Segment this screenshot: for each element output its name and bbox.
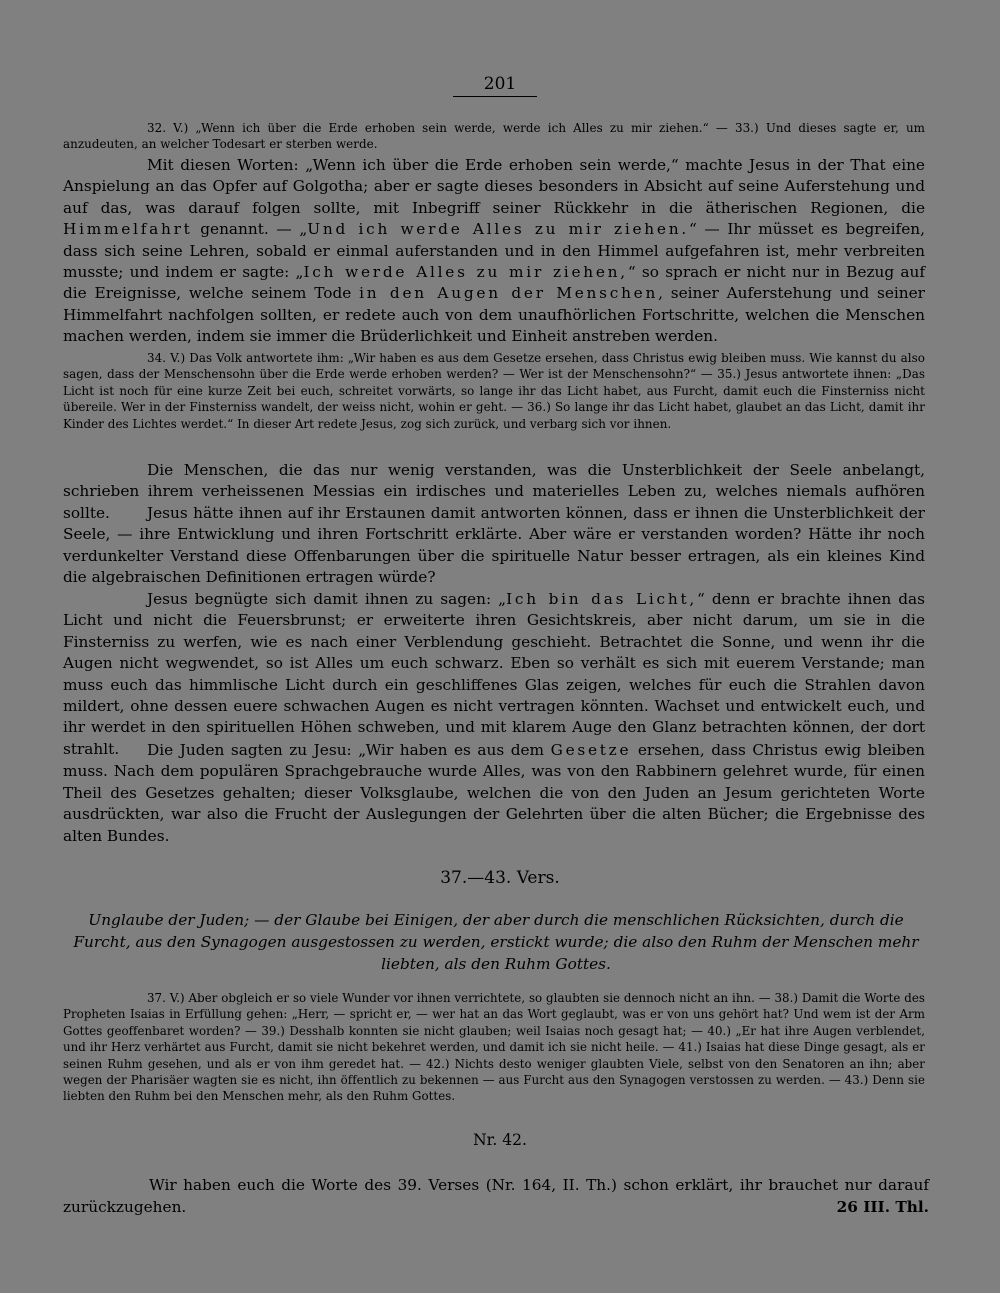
commentary-paragraph-5 (63, 740, 925, 847)
commentary-paragraph-1 (63, 155, 925, 348)
verses-32-33: 32. V.) „Wenn ich über die Erde erhoben sein werde, werde ich Alles zu mir ziehen.“ — 33.) Und dieses sagte er, um anzudeuten, an welcher Todesart er sterben werde. (63, 121, 925, 152)
verses-37-43: 37. V.) Aber obgleich er so viele Wunder vor ihnen verrichtete, so glaubten sie dennoch nicht an ihn. — 38.) Damit die Worte des Propheten Isaias in Erfüllung gehen: „Herr, — spricht er, — wer hat an das Wort geglaubt, was er von uns gehört hat? Und wem ist der Arm Gottes geoffenbaret worden? — 39.) Desshalb konnten sie nicht glauben; weil Isaias noch gesagt hat; — 40.) „Er hat ihre Augen verblendet, und ihr Herz verhärtet aus Furcht, damit sie nicht bekehret werden, und damit ich sie nicht heile. — 41.) Isaias hat diese Dinge gesagt, als er seinen Ruhm gesehen, und als er von ihm geredet hat. — 42.) Nichts desto weniger glaubten Viele, selbst von den Senatoren an ihn; aber wegen der Pharisäer wagten sie es nicht, ihn öffentlich zu bekennen — aus Furcht aus den Synagogen verstossen zu werden. — 43.) Denn sie liebten den Ruhm bei den Menschen mehr, als den Ruhm Gottes. (63, 991, 925, 1104)
para4-text-2: “ denn er brachte ihnen das Licht und nicht die Feuersbrunst; er erweiterte ihren Gesichtskreis, aber nicht darum, um sie in die Finsterniss zu werfen, wie es nach einer Verblendung geschieht. Betrachtet die Sonne, und wenn ihr die Augen nicht wegwendet, so ist Alles um euch schwarz. Eben so verhält es sich mit euerem Verstande; man muss euch das himmlische Licht durch ein geschliffenes Glas zeigen, welches für euch die Strahlen davon mildert, ohne dessen euere schwachen Augen es nicht vertragen könnten. Wachset und entwickelt euch, und ihr werdet in den spirituellen Höhen schweben, und mit klarem Auge den Glanz betrachten können, der dort strahlt. (63, 590, 926, 758)
para5-text-2: ersehen, dass Christus ewig bleiben muss. Nach dem populären Sprachgebrauche wurde Alles, was von den Rabbinern gelehret wurde, für einen Theil des Gesetzes gehalten; dieser Volksglaube, welchen die von den Juden an Jesum gerichteten Worte ausdrückten, war also die Frucht der Auslegungen der Gelehrten über die alten Bücher; die Ergebnisse des alten Bundes. (63, 741, 926, 845)
para1-text-3: “ — Ihr müsset es begreifen, dass sich seine Lehren, sobald er einmal auferstanden und in den Himmel aufgefahren ist, mehr verbreiten musste; und indem er sagte: „ (63, 220, 925, 282)
page-number-rule (453, 96, 537, 97)
para4-text-1: Jesus begnügte sich damit ihnen zu sagen: „ (147, 590, 507, 608)
para1-spaced-3: Ich werde Alles zu mir ziehen, (303, 263, 628, 282)
para4-spaced-1: Ich bin das Licht, (506, 590, 697, 608)
para1-text-4: “ so sprach er nicht nur in Bezug auf die Ereignisse, welche seinem Tode (63, 263, 926, 303)
para1-spaced-1: Himmelfahrt (63, 220, 193, 239)
page-number: 201 (483, 74, 517, 94)
final-paragraph-text: Wir haben euch die Worte des 39. Verses (Nr. 164, II. Th.) schon erklärt, ihr brauchet nur darauf zurückzugehen. (63, 1176, 929, 1216)
para1-spaced-4: in den Augen der Menschen (359, 284, 659, 303)
commentary-paragraph-4 (63, 589, 925, 760)
section-summary: Unglaube der Juden; — der Glaube bei Einigen, der aber durch die menschlichen Rücksichten, durch die Furcht, aus den Synagogen ausgestossen zu werden, erstickt wurde; die also den Ruhm der Menschen mehr liebten, als den Ruhm Gottes. (73, 911, 919, 973)
commentary-paragraph-2: Die Menschen, die das nur wenig verstanden, was die Unsterblichkeit der Seele anbelangt, schrieben ihrem verheissenen Messias ein irdisches und materielles Leben zu, welches niemals aufhören sollte. (63, 461, 925, 522)
para1-text-1: Mit diesen Worten: „Wenn ich über die Erde erhoben sein werde,“ machte Jesus in der That eine Anspielung an das Opfer auf Golgotha; aber er sagte dieses besonders in Absicht auf seine Auferstehung und auf das, was darauf folgen sollte, mit Inbegriff seiner Rückkehr in die ätherischen Regionen, die (63, 156, 925, 217)
para5-text-1: Die Juden sagten zu Jesu: „Wir haben es aus dem (147, 741, 551, 759)
nr-heading: Nr. 42. (473, 1131, 527, 1149)
para1-text-5: , seiner Auferstehung und seiner Himmelfahrt nachfolgen sollten, er redete auch von dem unaufhörlichen Fortschritte, welchen die Menschen machen werden, indem sie immer die Brüderlichkeit und Einheit anstreben werden. (63, 284, 925, 346)
para1-text-2: genannt. — „ (192, 220, 308, 239)
para1-spaced-2: Und ich werde Alles zu mir ziehen. (307, 220, 689, 239)
commentary-paragraph-3: Jesus hätte ihnen auf ihr Erstaunen damit antworten können, dass er ihnen die Unsterblichkeit der Seele, — ihre Entwicklung und ihren Fortschritt erklärte. Aber wäre er verstanden worden? Hätte ihr noch verdunkelter Verstand diese Offenbarungen über die spirituelle Natur besser ertragen, als ein kleines Kind die algebraischen Definitionen ertragen würde? (63, 504, 925, 587)
para5-spaced-1: Gesetze (550, 741, 632, 759)
section-heading: 37.—43. Vers. (440, 868, 560, 888)
verses-34-36: 34. V.) Das Volk antwortete ihm: „Wir haben es aus dem Gesetze ersehen, dass Christus ewig bleiben muss. Wie kannst du also sagen, dass der Menschensohn über die Erde werde erhoben werden? — Wer ist der Menschensohn?“ — 35.) Jesus antwortete ihnen: „Das Licht ist noch für eine kurze Zeit bei euch, schreitet vorwärts, so lange ihr das Licht habet, aus Furcht, damit euch die Finsterniss nicht übereile. Wer in der Finsterniss wandelt, der weiss nicht, wohin er geht. — 36.) So lange ihr das Licht habet, glaubet an das Licht, damit ihr Kinder des Lichtes werdet.“ In dieser Art redete Jesus, zog sich zurück, und verbarg sich vor ihnen. (63, 351, 925, 431)
final-paragraph (63, 1175, 929, 1218)
signature-mark: 26 III. Thl. (836, 1197, 929, 1216)
